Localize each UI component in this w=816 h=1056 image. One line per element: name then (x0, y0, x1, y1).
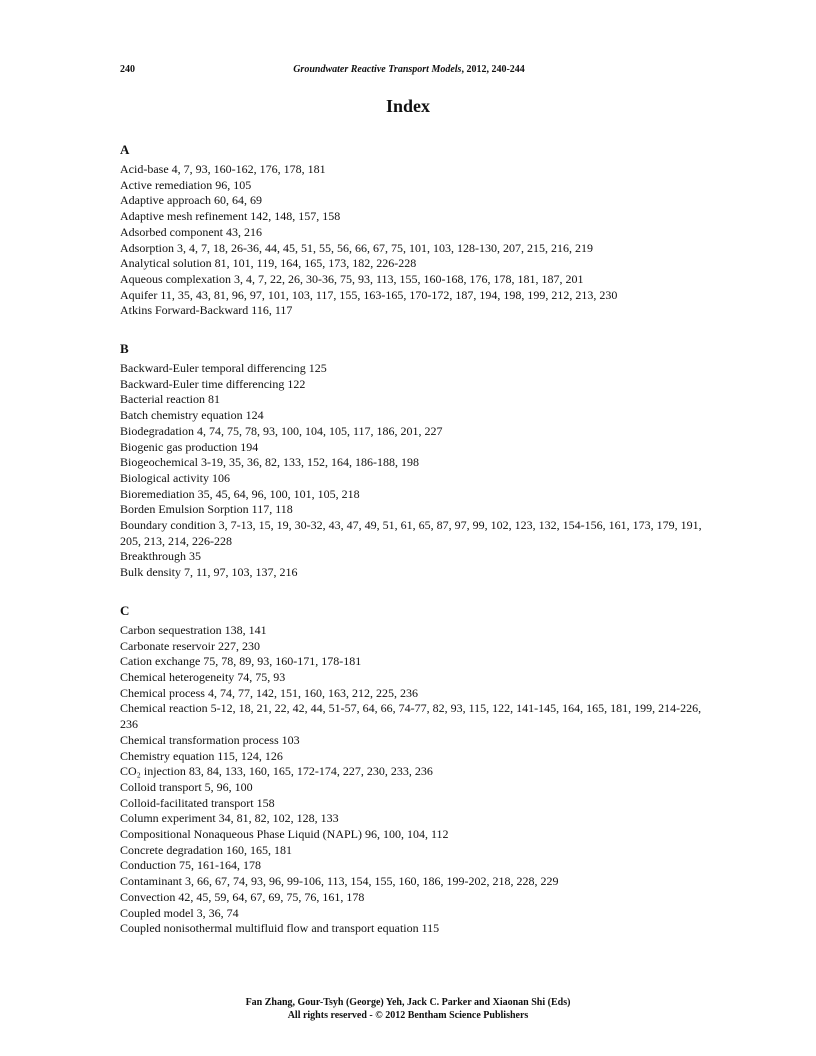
index-entry: Bacterial reaction 81 (120, 392, 220, 407)
footer-editors: Fan Zhang, Gour-Tsyh (George) Yeh, Jack C. Parker and Xiaonan Shi (Eds) (245, 997, 571, 1008)
index-entry: Chemical reaction 5-12, 18, 21, 22, 42, 44, 51-57, 64, 66, 74-77, 82, 93, 115, 122, 141-145, 164, 165, 181, 199, 214-226, 236 (120, 701, 702, 732)
index-entry: Carbonate reservoir 227, 230 (120, 638, 260, 653)
index-entry: Backward-Euler time differencing 122 (120, 376, 306, 391)
index-entry: Concrete degradation 160, 165, 181 (120, 842, 292, 857)
index-entry: Batch chemistry equation 124 (120, 408, 264, 423)
index-entry: Breakthrough 35 (120, 549, 201, 564)
index-entry: Chemical transformation process 103 (120, 732, 300, 747)
index-entry: Chemistry equation 115, 124, 126 (120, 748, 283, 763)
index-entry: Biodegradation 4, 74, 75, 78, 93, 100, 104, 105, 117, 186, 201, 227 (120, 423, 443, 438)
index-entry: Chemical process 4, 74, 77, 142, 151, 160, 163, 212, 225, 236 (120, 685, 418, 700)
section-letter: B (120, 341, 129, 357)
index-entry: Colloid-facilitated transport 158 (120, 795, 275, 810)
index-entry: Conduction 75, 161-164, 178 (120, 858, 261, 873)
index-entry: Backward-Euler temporal differencing 125 (120, 361, 327, 376)
index-entry: Adsorption 3, 4, 7, 18, 26-36, 44, 45, 51, 55, 56, 66, 67, 75, 101, 103, 128-130, 207, 215, 216, 219 (120, 240, 593, 255)
index-entry: Active remediation 96, 105 (120, 177, 252, 192)
section-letter: A (120, 142, 130, 157)
index-entry: Biogenic gas production 194 (120, 439, 259, 454)
index-section-b (120, 341, 704, 581)
index-entry: Boundary condition 3, 7-13, 15, 19, 30-32, 43, 47, 49, 51, 61, 65, 87, 97, 99, 102, 123, 132, 154-156, 161, 173, 179, 191, 205, 213, 214, 226-228 (120, 518, 702, 548)
index-entry: Biological activity 106 (120, 470, 230, 485)
section-letter: C (120, 602, 130, 618)
index-entry: Borden Emulsion Sorption 117, 118 (120, 502, 293, 517)
index-entry: Adaptive mesh refinement 142, 148, 157, 158 (120, 209, 341, 224)
index-content (120, 142, 704, 959)
index-entry: Adaptive approach 60, 64, 69 (120, 193, 262, 208)
index-entry: Column experiment 34, 81, 82, 102, 128, 133 (120, 811, 339, 826)
footer-rights: All rights reserved - © 2012 Bentham Science Publishers (287, 1010, 529, 1021)
page-footer (0, 996, 816, 1022)
index-entry: Carbon sequestration 138, 141 (120, 622, 267, 637)
book-info: , 2012, 240-244 (461, 64, 525, 75)
index-entry: Acid-base 4, 7, 93, 160-162, 176, 178, 181 (120, 162, 326, 176)
running-header (120, 64, 698, 78)
page-number: 240 (120, 64, 135, 75)
index-entry: Bulk density 7, 11, 97, 103, 137, 216 (120, 565, 298, 580)
index-entry: Aqueous complexation 3, 4, 7, 22, 26, 30-36, 75, 93, 113, 155, 160-168, 176, 178, 181, 187, 201 (120, 271, 584, 286)
index-entry: Coupled nonisothermal multifluid flow and transport equation 115 (120, 921, 440, 936)
running-title (120, 64, 698, 75)
index-entry: Aquifer 11, 35, 43, 81, 96, 97, 101, 103, 117, 155, 163-165, 170-172, 187, 194, 198, 199, 212, 213, 230 (120, 287, 618, 302)
index-entry: Cation exchange 75, 78, 89, 93, 160-171, 178-181 (120, 654, 362, 669)
index-entry: Atkins Forward-Backward 116, 117 (120, 303, 293, 318)
index-entry: Colloid transport 5, 96, 100 (120, 779, 253, 794)
index-entry: Chemical heterogeneity 74, 75, 93 (120, 669, 286, 684)
book-title: Groundwater Reactive Transport Models (293, 64, 462, 75)
index-entry: Bioremediation 35, 45, 64, 96, 100, 101, 105, 218 (120, 486, 360, 501)
index-entry: Coupled model 3, 36, 74 (120, 905, 239, 920)
index-entry: Contaminant 3, 66, 67, 74, 93, 96, 99-106, 113, 154, 155, 160, 186, 199-202, 218, 228, 229 (120, 874, 559, 889)
index-entry: Analytical solution 81, 101, 119, 164, 165, 173, 182, 226-228 (120, 256, 417, 271)
index-section-a (120, 142, 704, 319)
index-entry: Convection 42, 45, 59, 64, 67, 69, 75, 76, 161, 178 (120, 889, 365, 904)
index-entry: CO₂ injection 83, 84, 133, 160, 165, 172-174, 227, 230, 233, 236 (120, 764, 433, 779)
index-section-c (120, 603, 704, 937)
page-title: Index (385, 96, 430, 116)
index-entry: Compositional Nonaqueous Phase Liquid (NAPL) 96, 100, 104, 112 (120, 827, 449, 842)
index-entry: Adsorbed component 43, 216 (120, 224, 262, 239)
index-entry: Biogeochemical 3-19, 35, 36, 82, 133, 152, 164, 186-188, 198 (120, 455, 419, 470)
